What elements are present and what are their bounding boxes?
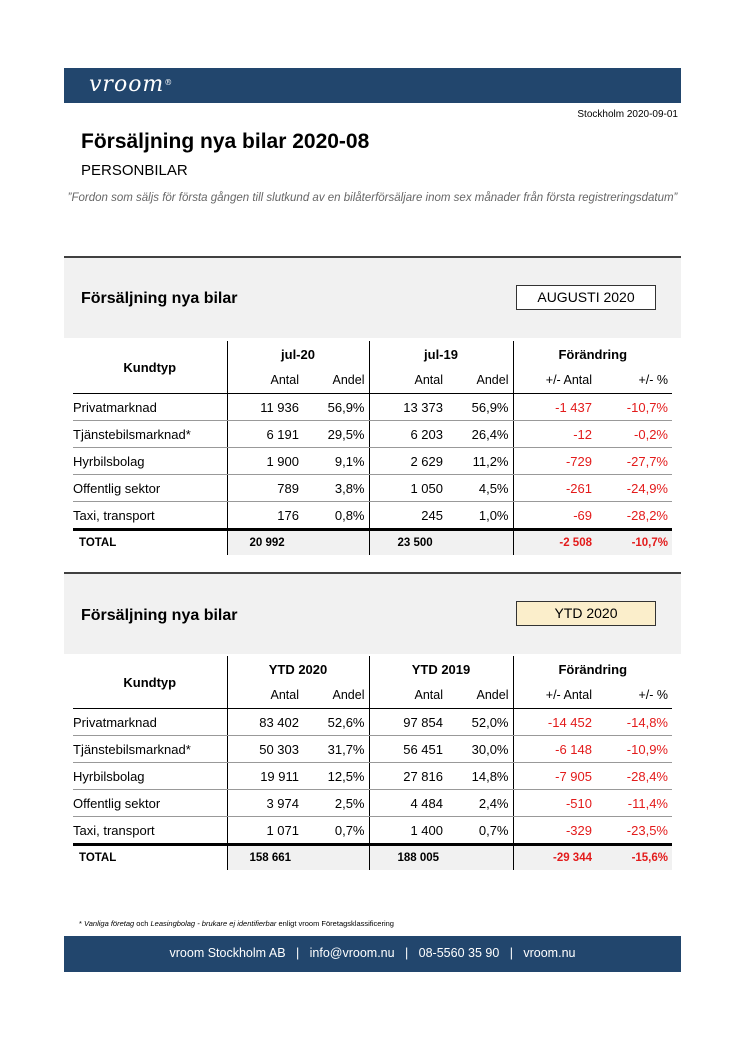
definition-quote: ”Fordon som säljs för första gången till slutkund av en bilåterförsäljare inom sex månader från första registreringsdatum” (67, 192, 678, 204)
subcol-diff: +/- Antal (513, 682, 596, 709)
total-label: TOTAL (79, 852, 117, 864)
cell-antal: 2 629 (369, 448, 447, 475)
subcol-pct: +/- % (596, 367, 672, 394)
cell-antal: 56 451 (369, 736, 447, 763)
period-badge: YTD 2020 (516, 601, 656, 626)
cell-diff: -7 905 (513, 763, 596, 790)
table-row (73, 763, 672, 790)
cell-diff: -14 452 (513, 709, 596, 736)
monthly-table (73, 341, 672, 555)
cell-diff: -729 (513, 448, 596, 475)
cell-diff: -6 148 (513, 736, 596, 763)
table-row (73, 475, 672, 502)
cell-andel: 56,9% (303, 394, 369, 421)
footnote: * Vanliga företag och Leasingbolag - brukare ej identifierbar enligt vroom Företagsklassificering (79, 919, 394, 928)
section-header-ytd (64, 572, 681, 654)
vroom-logo: vroom® (89, 72, 174, 97)
cell-antal: 83 402 (227, 709, 303, 736)
cell-antal: 4 484 (369, 790, 447, 817)
page-subtitle: PERSONBILAR (81, 162, 188, 179)
cell-andel: 30,0% (447, 736, 513, 763)
row-label: Privatmarknad (73, 709, 227, 736)
row-label: Taxi, transport (73, 502, 227, 530)
cell-andel: 9,1% (303, 448, 369, 475)
subcol-andel: Andel (303, 367, 369, 394)
cell-antal: 50 303 (227, 736, 303, 763)
cell-diff: -329 (513, 817, 596, 845)
total-antal: 188 005 (369, 845, 447, 871)
footer-bar (64, 936, 681, 972)
total-antal: 23 500 (369, 530, 447, 556)
cell-antal: 1 900 (227, 448, 303, 475)
cell-andel: 29,5% (303, 421, 369, 448)
cell-andel: 2,4% (447, 790, 513, 817)
cell-andel: 0,8% (303, 502, 369, 530)
total-row (73, 845, 672, 871)
col-period-current: jul-20 (227, 341, 369, 367)
subcol-antal: Antal (369, 682, 447, 709)
cell-antal: 1 071 (227, 817, 303, 845)
cell-andel: 3,8% (303, 475, 369, 502)
col-kundtyp: Kundtyp (73, 656, 227, 709)
row-label: Hyrbilsbolag (73, 448, 227, 475)
cell-pct: -14,8% (596, 709, 672, 736)
cell-diff: -69 (513, 502, 596, 530)
section-header-monthly (64, 256, 681, 338)
cell-diff: -261 (513, 475, 596, 502)
cell-pct: -0,2% (596, 421, 672, 448)
cell-diff: -510 (513, 790, 596, 817)
cell-pct: -10,7% (596, 394, 672, 421)
cell-antal: 11 936 (227, 394, 303, 421)
cell-antal: 1 400 (369, 817, 447, 845)
total-antal: 158 661 (227, 845, 303, 871)
cell-pct: -27,7% (596, 448, 672, 475)
table-row (73, 421, 672, 448)
cell-antal: 27 816 (369, 763, 447, 790)
period-badge: AUGUSTI 2020 (516, 285, 656, 310)
cell-antal: 3 974 (227, 790, 303, 817)
cell-pct: -28,4% (596, 763, 672, 790)
cell-antal: 789 (227, 475, 303, 502)
cell-andel: 14,8% (447, 763, 513, 790)
cell-antal: 6 203 (369, 421, 447, 448)
total-diff: -29 344 (513, 845, 596, 871)
section-title: Försäljning nya bilar (81, 290, 238, 307)
table-row (73, 448, 672, 475)
footer-contact: vroom Stockholm AB | info@vroom.nu | 08-5560 35 90 | vroom.nu (169, 946, 576, 960)
brand-bar (64, 68, 681, 103)
subcol-andel: Andel (447, 682, 513, 709)
cell-andel: 0,7% (303, 817, 369, 845)
cell-antal: 176 (227, 502, 303, 530)
cell-diff: -12 (513, 421, 596, 448)
row-label: Offentlig sektor (73, 475, 227, 502)
section-title: Försäljning nya bilar (81, 607, 238, 624)
table-row (73, 394, 672, 421)
subcol-antal: Antal (369, 367, 447, 394)
cell-andel: 52,0% (447, 709, 513, 736)
cell-andel: 26,4% (447, 421, 513, 448)
cell-andel: 12,5% (303, 763, 369, 790)
subcol-antal: Antal (227, 367, 303, 394)
cell-diff: -1 437 (513, 394, 596, 421)
cell-pct: -28,2% (596, 502, 672, 530)
cell-andel: 11,2% (447, 448, 513, 475)
cell-andel: 1,0% (447, 502, 513, 530)
ytd-table (73, 656, 672, 870)
cell-andel: 31,7% (303, 736, 369, 763)
cell-pct: -24,9% (596, 475, 672, 502)
row-label: Tjänstebilsmarknad* (73, 736, 227, 763)
cell-pct: -10,9% (596, 736, 672, 763)
table-row (73, 709, 672, 736)
row-label: Tjänstebilsmarknad* (73, 421, 227, 448)
cell-andel: 56,9% (447, 394, 513, 421)
total-pct: -15,6% (596, 845, 672, 871)
cell-antal: 19 911 (227, 763, 303, 790)
subcol-andel: Andel (447, 367, 513, 394)
col-period-previous: YTD 2019 (369, 656, 513, 682)
cell-antal: 245 (369, 502, 447, 530)
total-label: TOTAL (79, 537, 117, 549)
cell-pct: -23,5% (596, 817, 672, 845)
row-label: Hyrbilsbolag (73, 763, 227, 790)
total-row (73, 530, 672, 556)
cell-andel: 52,6% (303, 709, 369, 736)
cell-antal: 97 854 (369, 709, 447, 736)
total-pct: -10,7% (596, 530, 672, 556)
col-kundtyp: Kundtyp (73, 341, 227, 394)
total-antal: 20 992 (227, 530, 303, 556)
subcol-andel: Andel (303, 682, 369, 709)
cell-andel: 2,5% (303, 790, 369, 817)
total-diff: -2 508 (513, 530, 596, 556)
cell-andel: 4,5% (447, 475, 513, 502)
cell-pct: -11,4% (596, 790, 672, 817)
row-label: Privatmarknad (73, 394, 227, 421)
table-row (73, 790, 672, 817)
page-title: Försäljning nya bilar 2020-08 (81, 130, 370, 153)
table-row (73, 502, 672, 530)
col-change: Förändring (513, 656, 672, 682)
col-period-current: YTD 2020 (227, 656, 369, 682)
table-row (73, 817, 672, 845)
subcol-diff: +/- Antal (513, 367, 596, 394)
subcol-pct: +/- % (596, 682, 672, 709)
subcol-antal: Antal (227, 682, 303, 709)
col-period-previous: jul-19 (369, 341, 513, 367)
cell-andel: 0,7% (447, 817, 513, 845)
report-date: Stockholm 2020-09-01 (577, 109, 678, 120)
cell-antal: 13 373 (369, 394, 447, 421)
table-row (73, 736, 672, 763)
row-label: Offentlig sektor (73, 790, 227, 817)
col-change: Förändring (513, 341, 672, 367)
cell-antal: 6 191 (227, 421, 303, 448)
row-label: Taxi, transport (73, 817, 227, 845)
cell-antal: 1 050 (369, 475, 447, 502)
